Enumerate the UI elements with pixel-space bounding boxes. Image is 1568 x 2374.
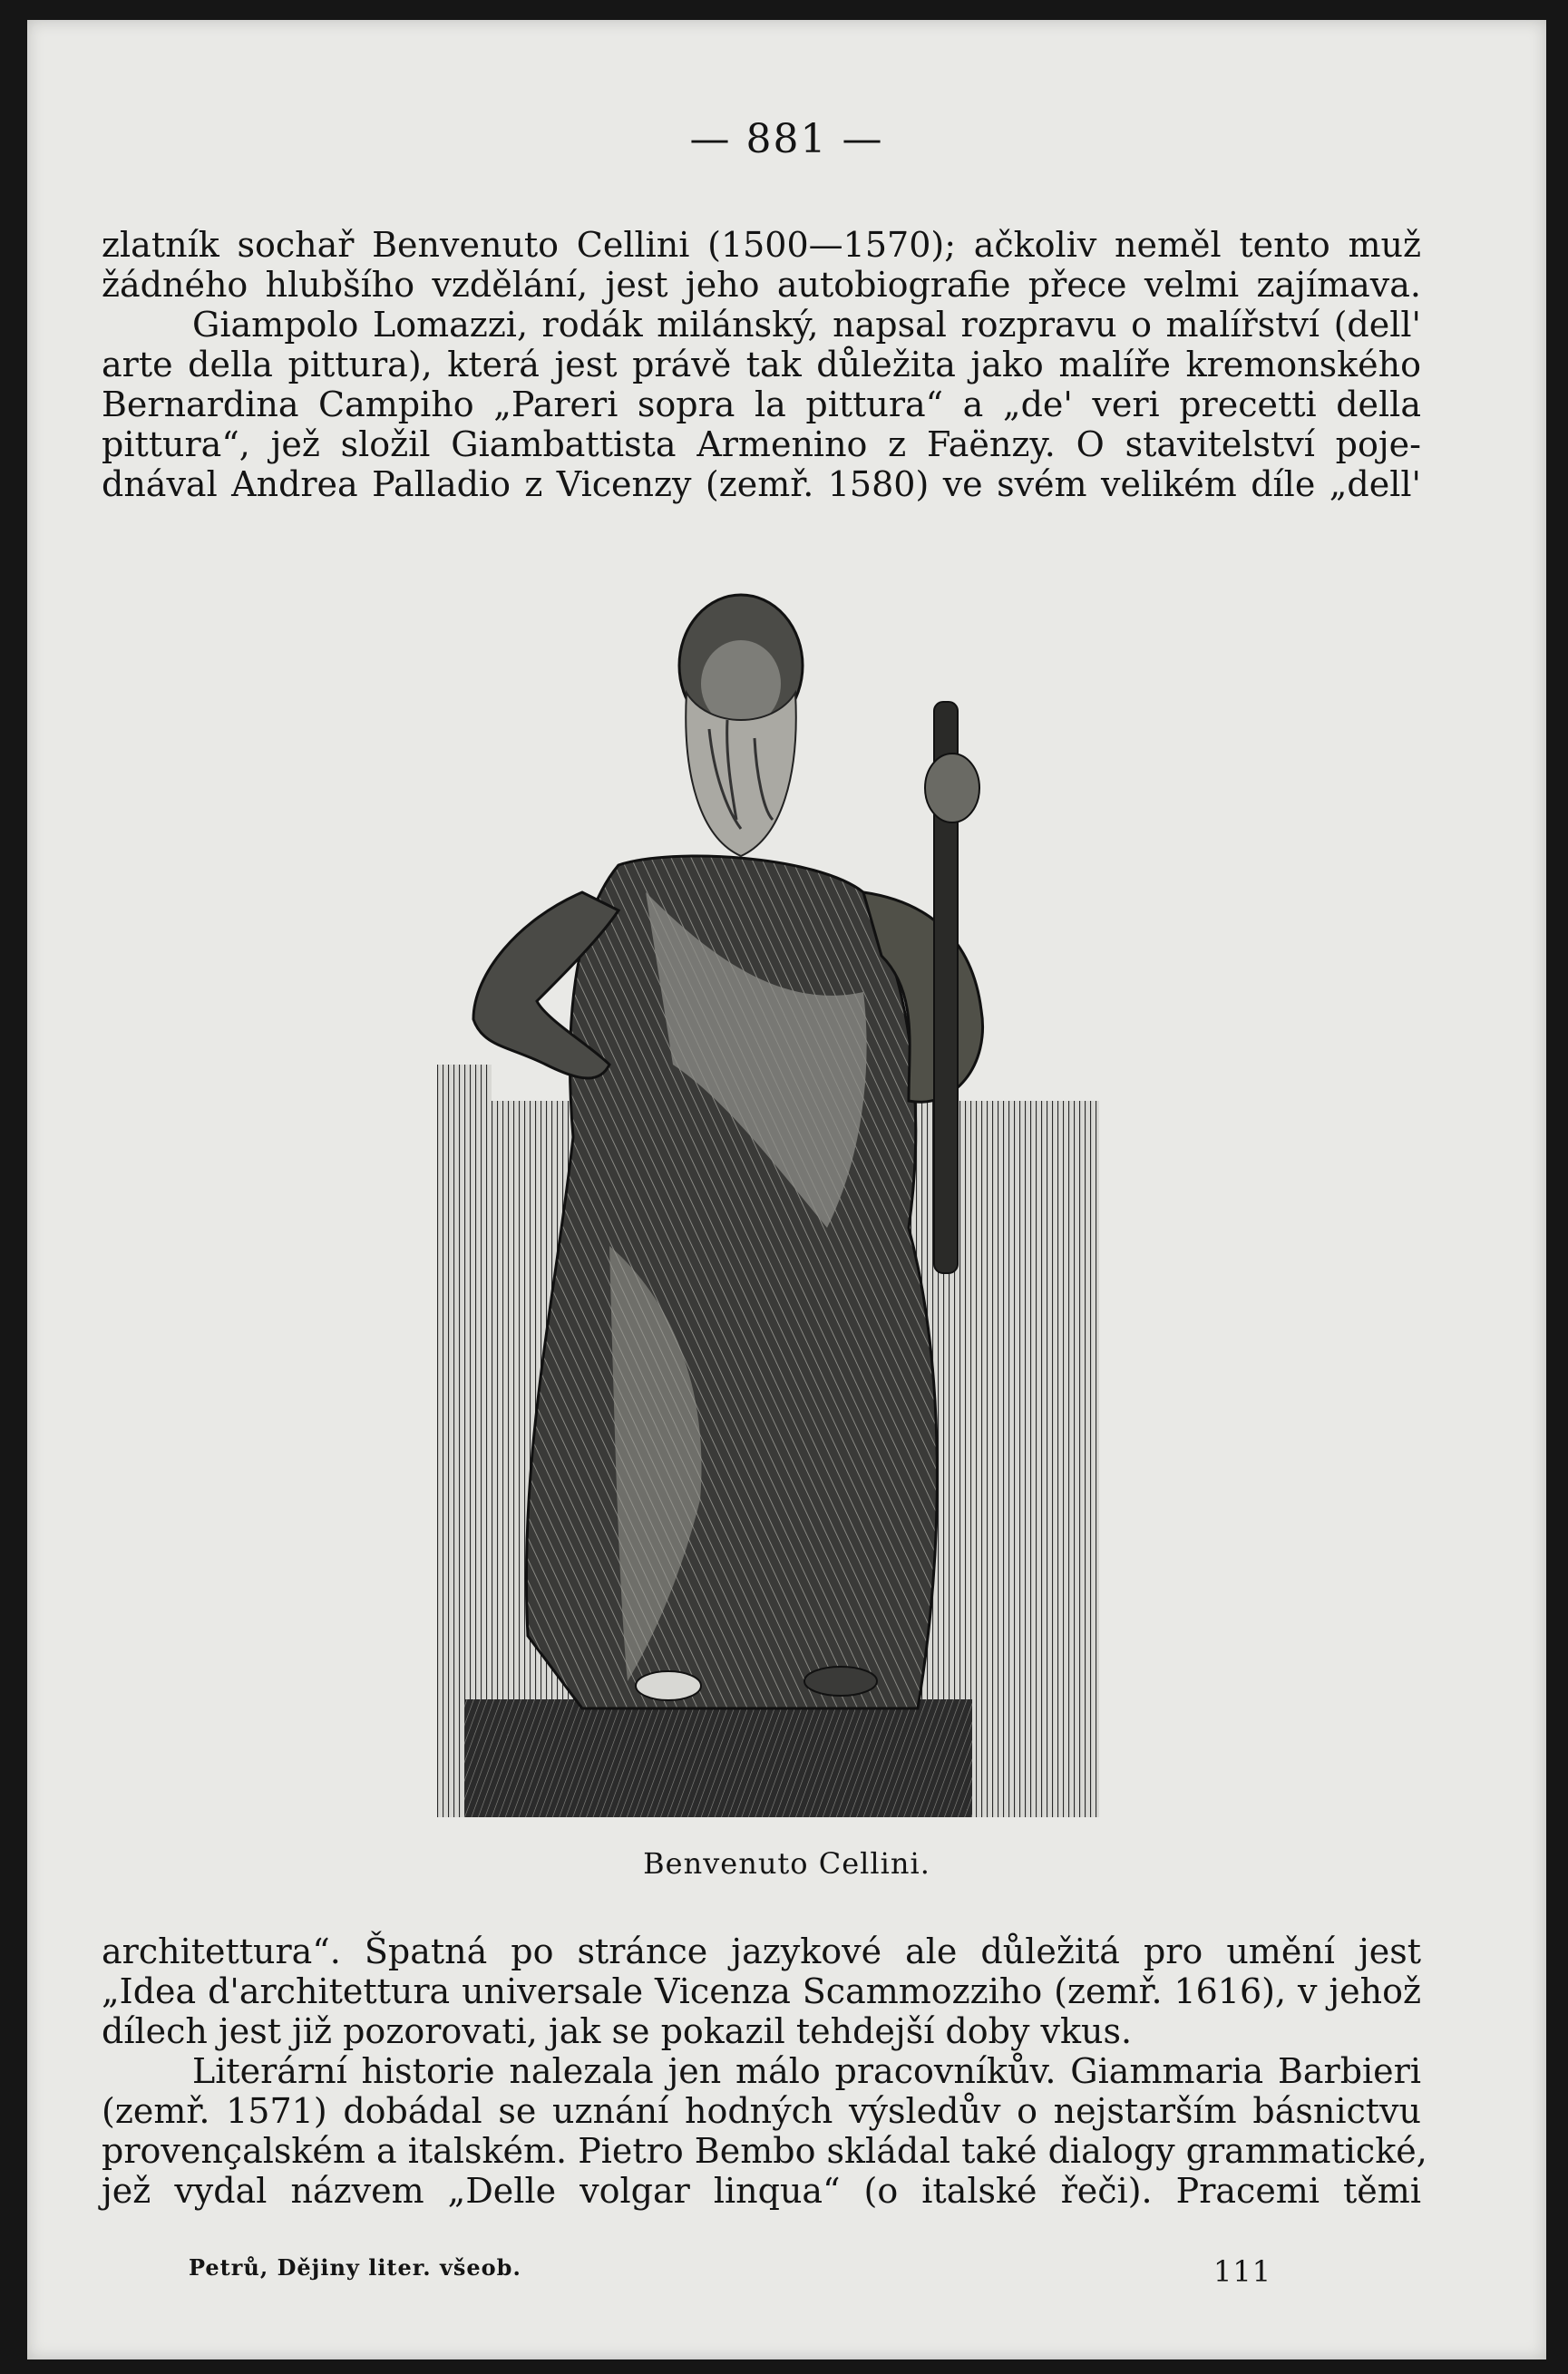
text-line: žádného hlubšího vzdělání, jest jeho autobiografie přece velmi zajímava.: [102, 265, 1421, 305]
text-line: dílech jest již pozorovati, jak se pokazil tehdejší doby vkus.: [102, 2011, 1133, 2051]
statue-engraving: [437, 593, 1099, 1819]
text-line: jež vydal názvem „Delle volgar linqua“ (o italské řeči). Pracemi těmi: [102, 2171, 1421, 2211]
text-line: Giampolo Lomazzi, rodák milánský, napsal rozpravu o malířství (dell': [192, 305, 1421, 345]
text-line: Literární historie nalezala jen málo pracovníkův. Giammaria Barbieri: [192, 2051, 1421, 2091]
text-line: zlatník sochař Benvenuto Cellini (1500—1570); ačkoliv neměl tento muž: [102, 225, 1421, 265]
text-line: pittura“, jež složil Giambattista Armenino z Faënzy. O stavitelství poje-: [102, 424, 1421, 464]
footer-book-title: Petrů, Dějiny liter. všeob.: [189, 2254, 521, 2281]
top-paragraphs: [102, 225, 1421, 504]
text-line: dnával Andrea Palladio z Vicenzy (zemř. 1580) ve svém velikém díle „dell': [102, 464, 1421, 504]
figure-caption: Benvenuto Cellini.: [643, 1846, 930, 1881]
book-page: [27, 20, 1546, 2359]
text-line: arte della pittura), která jest právě tak důležita jako malíře kremonského: [102, 345, 1421, 384]
text-line: „Idea d'architettura universale Vicenza Scammozziho (zemř. 1616), v jehož: [102, 1971, 1421, 2011]
text-line: Bernardina Campiho „Pareri sopra la pittura“ a „de' veri precetti della: [102, 384, 1421, 424]
text-line: (zemř. 1571) dobádal se uznání hodných výsledův o nejstarším básnictvu: [102, 2091, 1421, 2131]
text-line: provençalském a italském. Pietro Bembo skládal také dialogy grammatické,: [102, 2131, 1427, 2171]
footer-signature-number: 111: [1213, 2254, 1272, 2289]
bottom-paragraphs: [102, 1931, 1427, 2211]
page-number: — 881 —: [689, 116, 884, 162]
pedestal: [464, 1699, 972, 1817]
text-line: architettura“. Špatná po stránce jazykové ale důležitá pro umění jest: [102, 1931, 1421, 1971]
